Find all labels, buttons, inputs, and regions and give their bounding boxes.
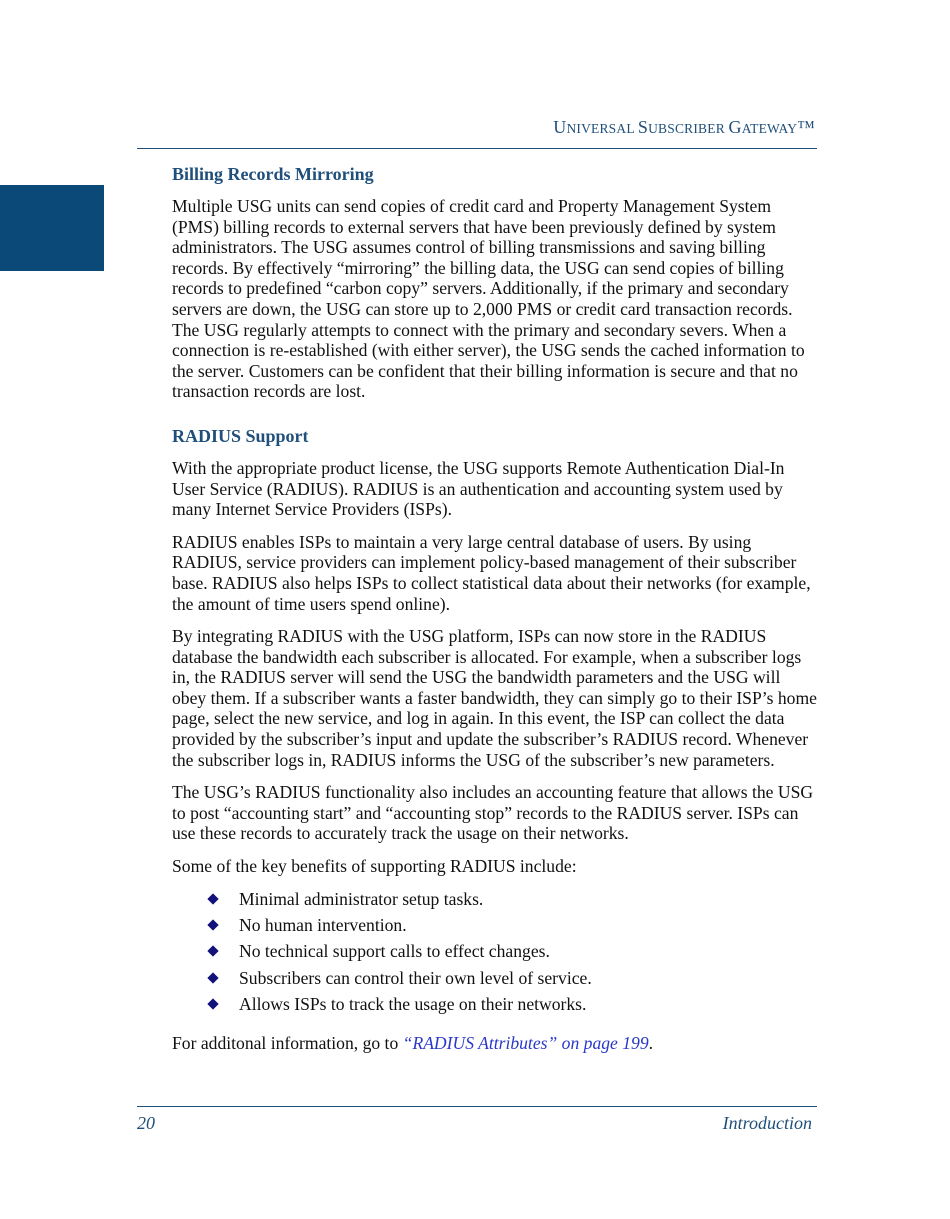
header-title-part: UBSCRIBER	[648, 121, 729, 136]
running-header-title	[553, 117, 815, 138]
chapter-tab-marker	[0, 185, 104, 271]
more-info-paragraph	[172, 1033, 817, 1054]
footer-chapter-name: Introduction	[722, 1113, 812, 1133]
radius-paragraph: With the appropriate product license, the USG supports Remote Authentication Dial-In User Service (RADIUS). RADIUS is an authentication and accounting system used by many Internet Service Providers (ISPs).	[172, 457, 785, 520]
page-body	[172, 162, 817, 1065]
diamond-bullet-icon	[207, 893, 218, 904]
list-item-text: Subscribers can control their own level of service.	[239, 967, 592, 988]
header-title-part: S	[637, 117, 649, 137]
radius-benefits-intro: Some of the key benefits of supporting RADIUS include:	[172, 856, 577, 877]
footer-divider	[137, 1106, 817, 1107]
header-title-part: G	[728, 117, 742, 137]
page-number: 20	[137, 1113, 155, 1133]
header-divider	[137, 148, 817, 149]
list-item-text: Minimal administrator setup tasks.	[239, 888, 484, 909]
header-title-part: U	[553, 117, 567, 137]
radius-paragraph: The USG’s RADIUS functionality also includes an accounting feature that allows the USG to post “accounting start” and “accounting stop” records to the RADIUS server. ISPs can use these records to accurately track the usage on their networks.	[172, 782, 814, 844]
header-title-part: ATEWAY	[741, 121, 798, 136]
diamond-bullet-icon	[207, 919, 218, 930]
radius-paragraph: By integrating RADIUS with the USG platform, ISPs can now store in the RADIUS database the bandwidth each subscriber is allocated. For example, when a subscriber logs in, the RADIUS server will send the USG the bandwidth parameters and the USG will obey them. If a subscriber wants a faster bandwidth, they can simply go to their ISP’s home page, select the new service, and log in again. In this event, the ISP can collect the data provided by the subscriber’s input and update the subscriber’s RADIUS record. Whenever the subscriber logs in, RADIUS informs the USG of the subscriber’s new parameters.	[172, 626, 817, 770]
benefits-list	[172, 889, 817, 1021]
header-title-part: NIVERSAL	[566, 121, 638, 136]
list-item-text: No human intervention.	[239, 915, 407, 936]
list-item	[172, 994, 817, 1020]
radius-attributes-link[interactable]: “RADIUS Attributes” on page 199	[402, 1032, 649, 1053]
section-heading-billing: Billing Records Mirroring	[172, 164, 374, 184]
list-item	[172, 889, 817, 915]
more-info-suffix: .	[648, 1032, 654, 1053]
list-item	[172, 968, 817, 994]
diamond-bullet-icon	[207, 999, 218, 1010]
diamond-bullet-icon	[207, 946, 218, 957]
billing-paragraph: Multiple USG units can send copies of credit card and Property Management System (PMS) billing records to external servers that have been previously defined by system administrators. The USG assumes control of billing transmissions and saving billing records. By effectively “mirroring” the billing data, the USG can send copies of billing records to predefined “carbon copy” servers. Additionally, if the primary and secondary servers are down, the USG can store up to 2,000 PMS or credit card transaction records. The USG regularly attempts to connect with the primary and secondary severs. When a connection is re-established (with either server), the USG sends the cached information to the server. Customers can be confident that their billing information is secure and that no transaction records are lost.	[172, 196, 805, 402]
more-info-prefix: For additonal information, go to	[172, 1032, 403, 1053]
list-item-text: No technical support calls to effect changes.	[239, 941, 550, 962]
section-heading-radius: RADIUS Support	[172, 425, 309, 446]
list-item	[172, 941, 817, 967]
list-item-text: Allows ISPs to track the usage on their networks.	[239, 994, 587, 1015]
list-item	[172, 915, 817, 941]
radius-paragraph: RADIUS enables ISPs to maintain a very large central database of users. By using RADIUS, service providers can implement policy-based management of their subscriber base. RADIUS also helps ISPs to collect statistical data about their networks (for example, the amount of time users spend online).	[172, 531, 811, 614]
diamond-bullet-icon	[207, 972, 218, 983]
header-title-part: ™	[797, 117, 815, 137]
